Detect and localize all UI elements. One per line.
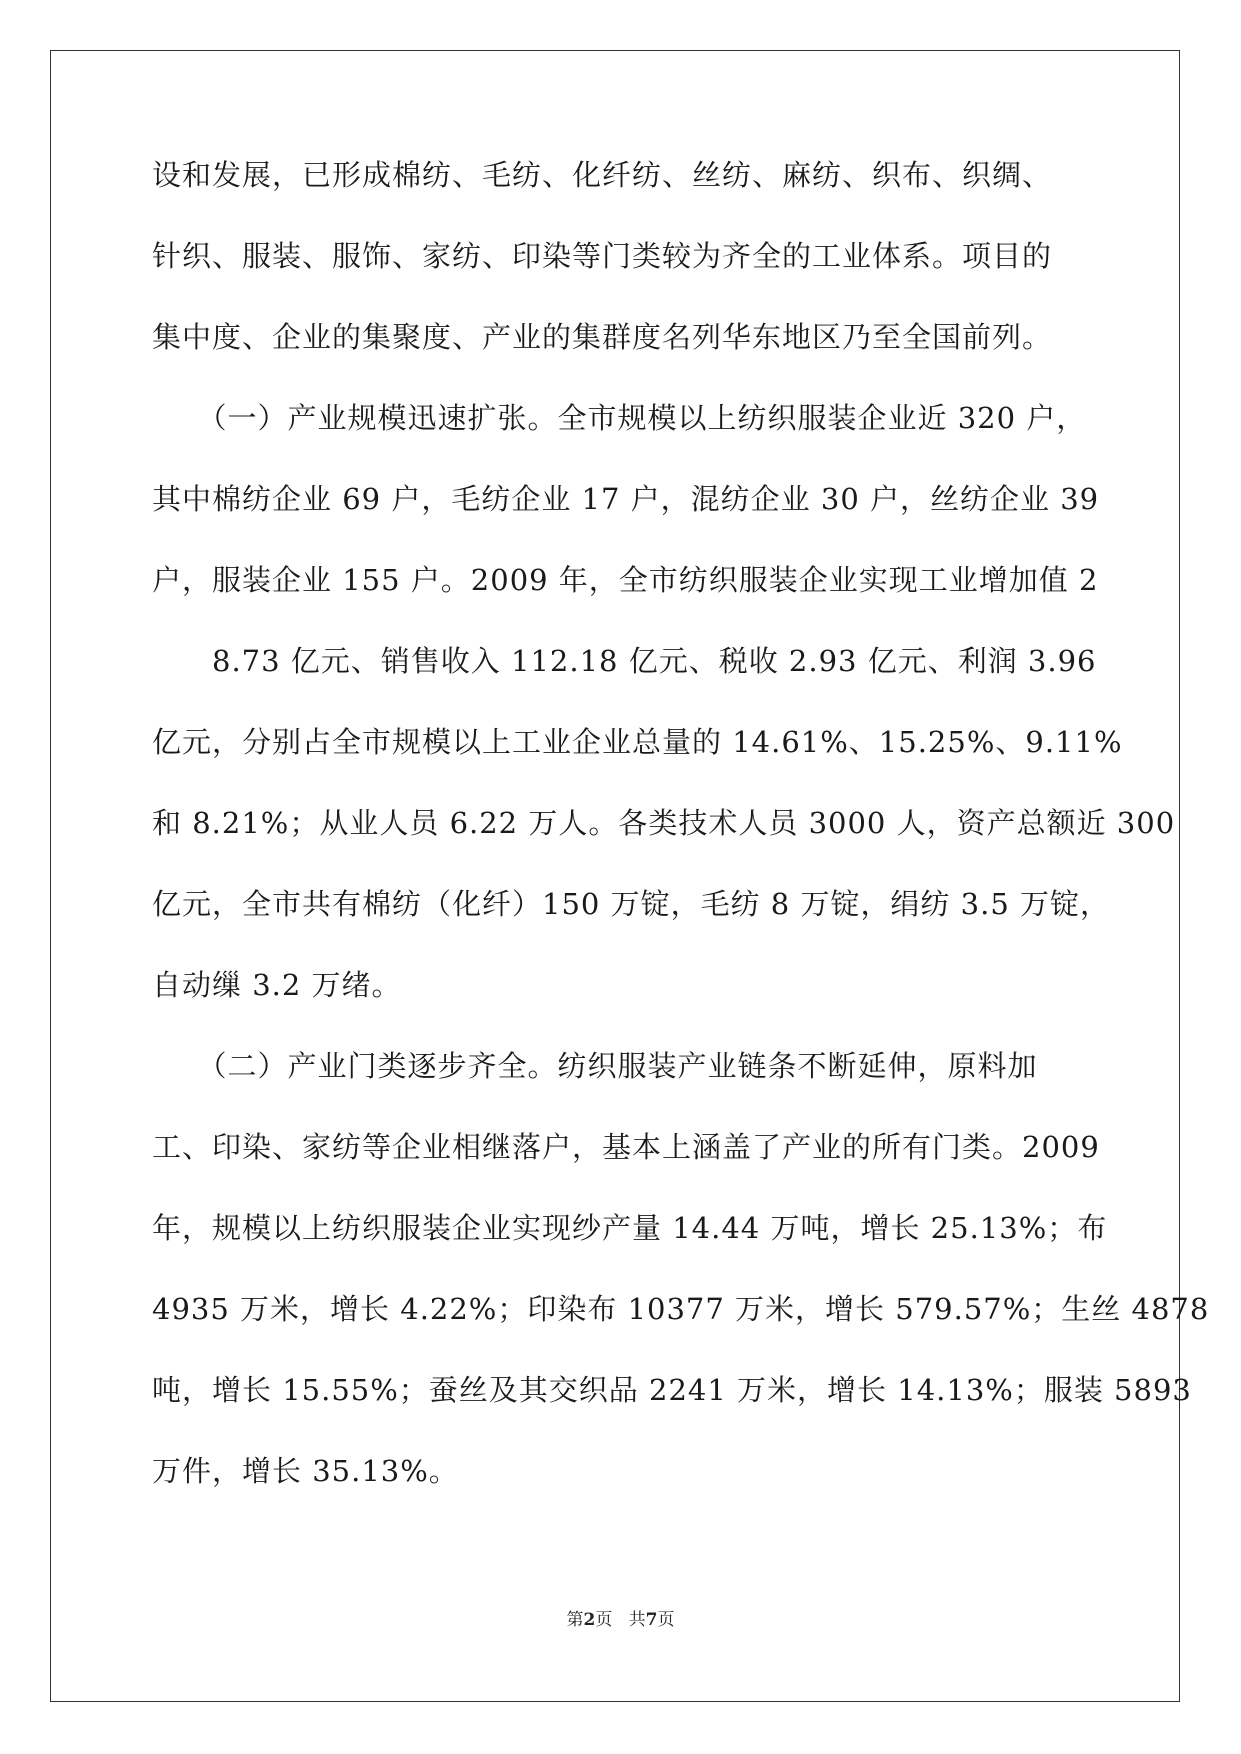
text-line: 工、印染、家纺等企业相继落户，基本上涵盖了产业的所有门类。2009 bbox=[152, 1130, 1100, 1164]
total-prefix: 共 bbox=[628, 1610, 646, 1630]
page-suffix: 页 bbox=[595, 1610, 613, 1630]
text-line: （一）产业规模迅速扩张。全市规模以上纺织服装企业近 320 户， bbox=[152, 401, 1087, 435]
text-line: 和 8.21%；从业人员 6.22 万人。各类技术人员 3000 人，资产总额近 300 bbox=[152, 806, 1176, 840]
text-line: 4935 万米，增长 4.22%；印染布 10377 万米，增长 579.57%；生丝 4878 bbox=[152, 1292, 1210, 1326]
text-line: 自动缫 3.2 万绪。 bbox=[152, 968, 402, 1002]
text-line: 户，服装企业 155 户。2009 年，全市纺织服装企业实现工业增加值 2 bbox=[152, 563, 1099, 597]
text-line: 年，规模以上纺织服装企业实现纱产量 14.44 万吨，增长 25.13%；布 bbox=[152, 1211, 1108, 1245]
page-number: 2 bbox=[583, 1610, 596, 1630]
page-prefix: 第 bbox=[566, 1610, 584, 1630]
text-line: 其中棉纺企业 69 户，毛纺企业 17 户，混纺企业 30 户，丝纺企业 39 bbox=[152, 482, 1100, 516]
total-pages: 7 bbox=[645, 1610, 658, 1630]
text-line: （二）产业门类逐步齐全。纺织服装产业链条不断延伸，原料加 bbox=[152, 1049, 1038, 1083]
text-line: 亿元，分别占全市规模以上工业企业总量的 14.61%、15.25%、9.11% bbox=[152, 725, 1123, 759]
text-line: 集中度、企业的集聚度、产业的集群度名列华东地区乃至全国前列。 bbox=[152, 320, 1053, 354]
text-line: 针织、服装、服饰、家纺、印染等门类较为齐全的工业体系。项目的 bbox=[152, 239, 1053, 273]
text-line: 吨，增长 15.55%；蚕丝及其交织品 2241 万米，增长 14.13%；服装 5893 bbox=[152, 1373, 1192, 1407]
text-line: 8.73 亿元、销售收入 112.18 亿元、税收 2.93 亿元、利润 3.96 bbox=[152, 644, 1097, 678]
body-text bbox=[152, 150, 1210, 1527]
page-footer bbox=[0, 1605, 1241, 1630]
text-line: 亿元，全市共有棉纺（化纤）150 万锭，毛纺 8 万锭，绢纺 3.5 万锭， bbox=[152, 887, 1111, 921]
total-suffix: 页 bbox=[657, 1610, 675, 1630]
text-line: 万件，增长 35.13%。 bbox=[152, 1454, 459, 1488]
text-line: 设和发展，已形成棉纺、毛纺、化纤纺、丝纺、麻纺、织布、织绸、 bbox=[152, 158, 1053, 192]
